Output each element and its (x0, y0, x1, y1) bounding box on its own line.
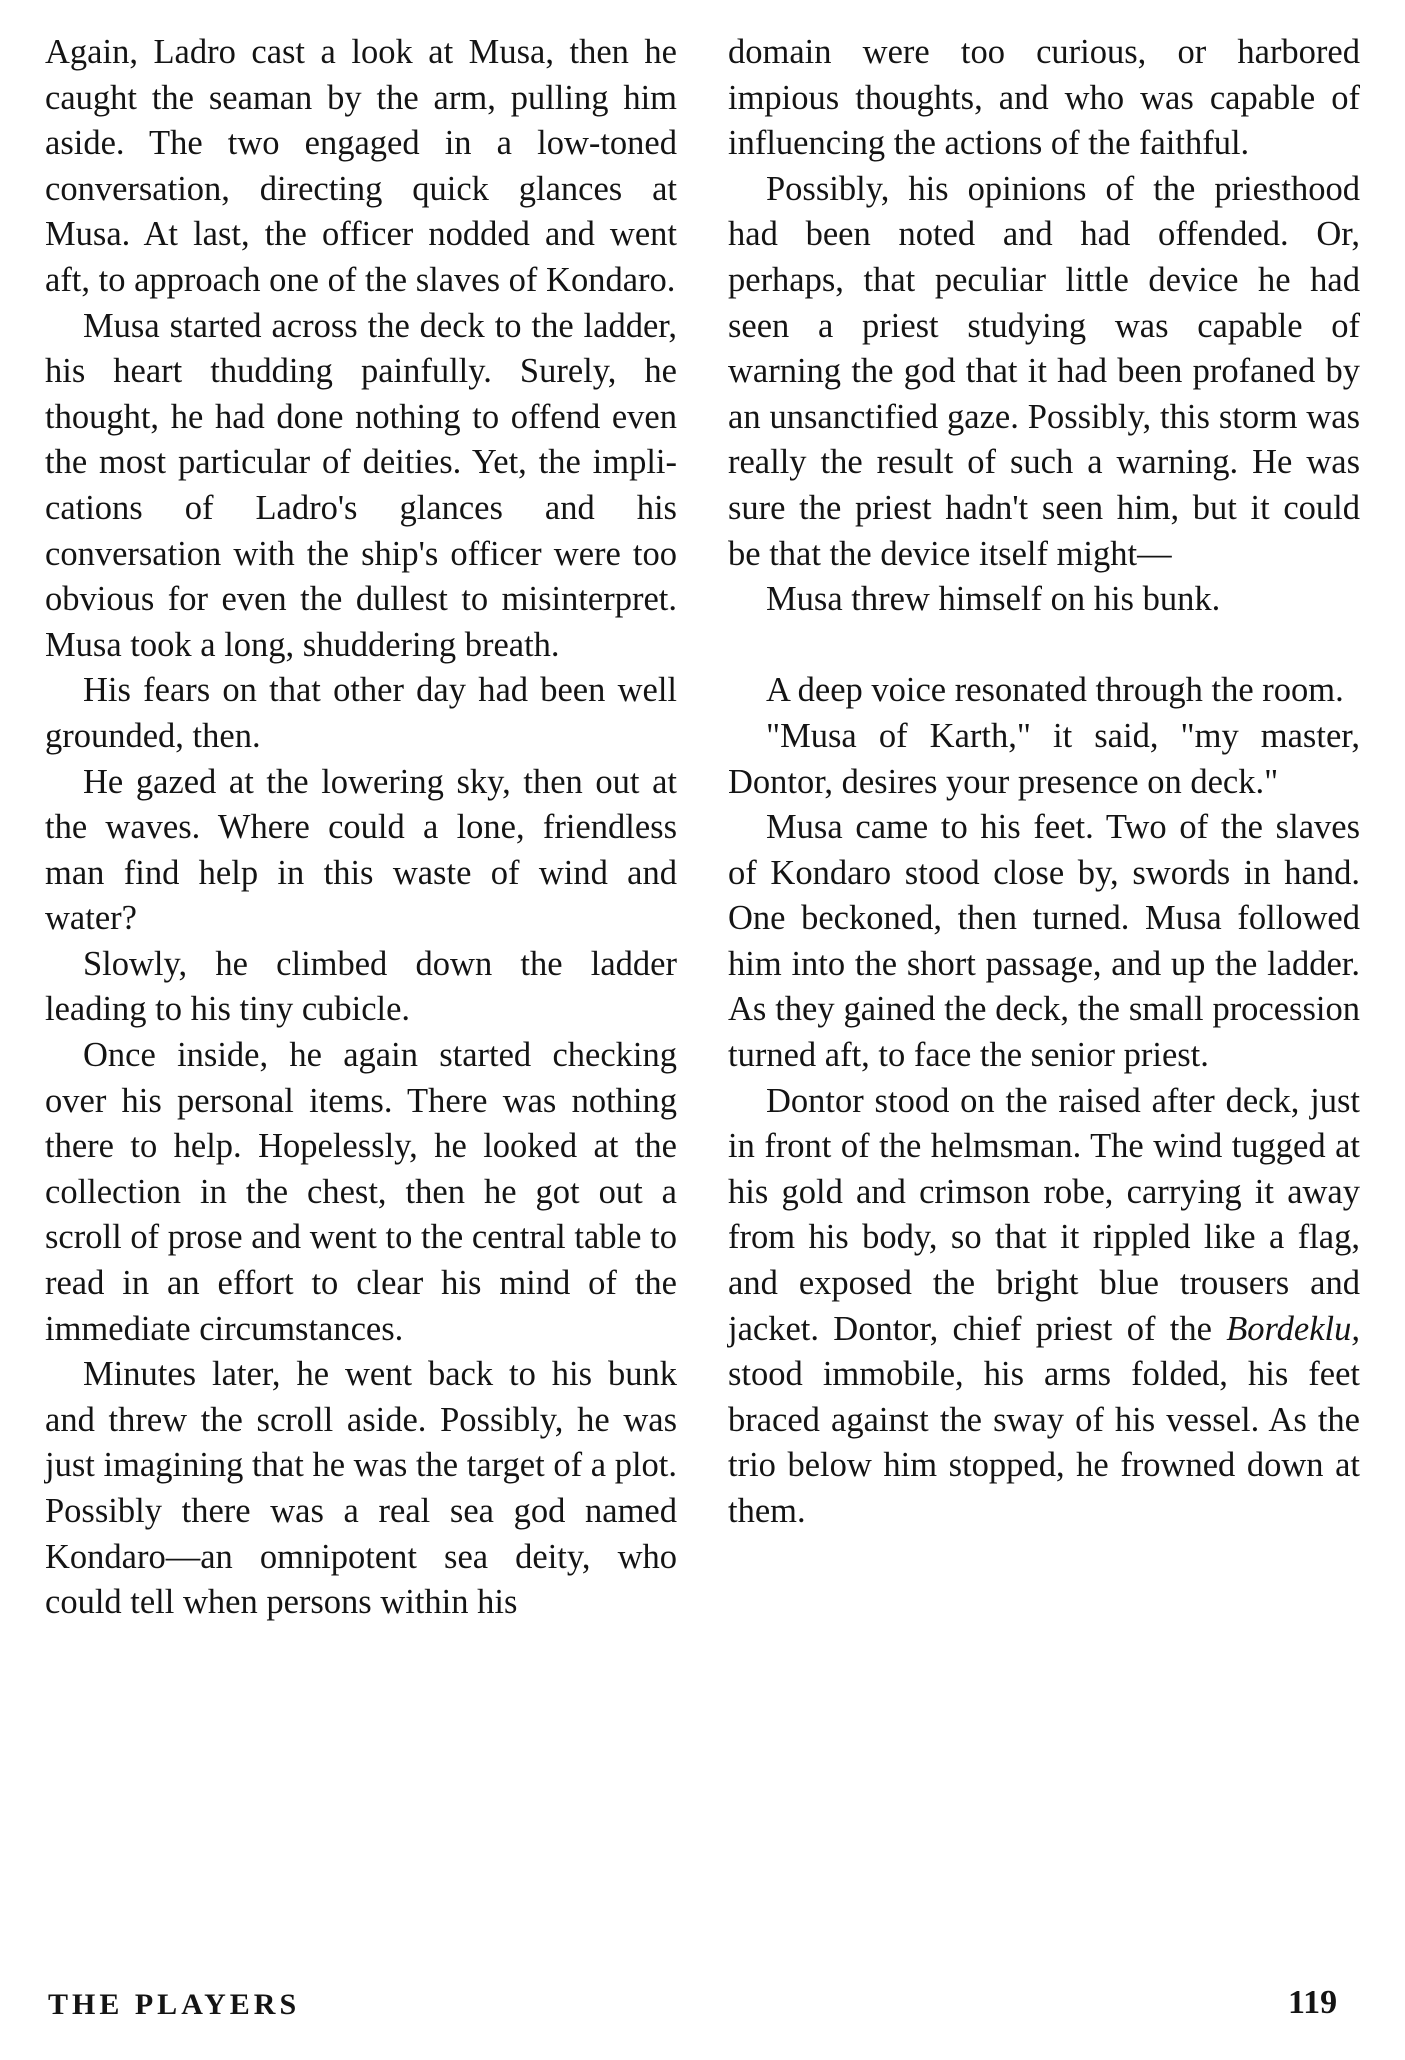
paragraph: Slowly, he climbed down the ladder leading to his tiny cubicle. (45, 944, 677, 1029)
paragraph: Musa came to his feet. Two of the slaves of Kondaro stood close by, swords in hand. One beckoned, then turned. Musa followed him into the short passage, and up the ladder. As they gained the deck, the small procession turned aft, to face the senior priest. (728, 808, 1360, 1075)
running-title: THE PLAYERS (48, 1988, 301, 2021)
paragraph: "Musa of Karth," it said, "my master, Dontor, desires your presence on deck." (728, 716, 1360, 801)
paragraph: He gazed at the lowering sky, then out at the waves. Where could a lone, friendless man find help in this waste of wind and water? (45, 762, 677, 938)
page-number: 119 (1288, 1984, 1338, 2021)
paragraph: domain were too curious, or harbored impious thoughts, and who was capable of influencing the actions of the faithful. (728, 33, 1360, 163)
paragraph: Again, Ladro cast a look at Musa, then he caught the seaman by the arm, pulling him aside. The two engaged in a low-toned conversation, directing quick glances at Musa. At last, the officer nodded and went aft, to approach one of the slaves of Kondaro. (45, 33, 677, 299)
ship-name: Bordeklu, (1226, 1309, 1360, 1348)
paragraph: Possibly, his opinions of the priesthood had been noted and had offended. Or, perhaps, that peculiar little device he had seen a priest studying was capable of warning the god that it had been profaned by an unsanctified gaze. Possibly, this storm was really the result of such a warning. He was sure the priest hadn't seen him, but it could be that the device itself might— (728, 169, 1360, 573)
paragraph: Minutes later, he went back to his bunk and threw the scroll aside. Possibly, he was just imagining that he was the target of a plot. Possibly there was a real sea god named Kondaro—an omnipotent sea deity, who could tell when persons within his (45, 1355, 677, 1622)
paragraph: His fears on that other day had been well grounded, then. (45, 671, 677, 755)
paragraph: Once inside, he again started checking over his personal items. There was nothing there to help. Hopelessly, he looked at the collection in the chest, then he got out a scroll of prose and went to the central table to read in an effort to clear his mind of the immediate circumstances. (45, 1036, 677, 1348)
text-segment: stood immobile, his arms folded, his feet braced against the sway of his vessel. As the trio below him stopped, he frowned down at them. (728, 1355, 1360, 1530)
paragraph: A deep voice resonated through the room. (766, 671, 1344, 710)
right-column (728, 30, 1360, 1535)
paragraph (728, 1079, 1360, 1535)
paragraph: Musa threw himself on his bunk. (766, 580, 1221, 619)
paragraph: Musa started across the deck to the ladder, his heart thudding painfully. Surely, he thought, he had done nothing to offend even the most particular of deities. Yet, the implications of Ladro's glances and his conversation with the ship's officer were too obvious for even the dullest to misinterpret. Musa took a long, shuddering breath. (45, 306, 677, 664)
text-segment: Dontor stood on the raised after deck, just in front of the helmsman. The wind tugged at his gold and crimson robe, carrying it away from his body, so that it rippled like a flag, and exposed the bright blue trousers and jacket. Dontor, chief priest of the (728, 1081, 1360, 1348)
left-column (45, 30, 677, 1626)
